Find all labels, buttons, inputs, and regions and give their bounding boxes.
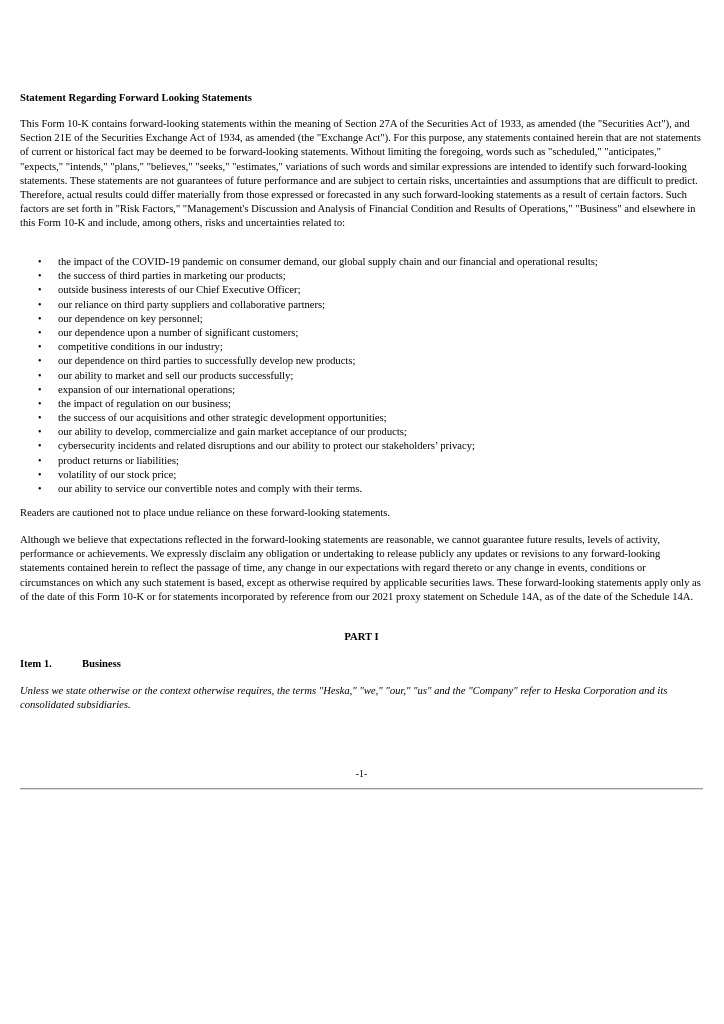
item-number: Item 1. — [20, 659, 52, 670]
intro-paragraph: This Form 10-K contains forward-looking statements within the meaning of Section 27A of the Securities Act of 1933, as amended (the "Securities Act"), and Section 21E of the Securities Exchange Act of 1934, as amended (the "Exchange Act"). For this purpose, any statements contained herein that are not statements of current or historical fact may be deemed to be forward-looking statements. Without limiting the foregoing, words such as "scheduled," "anticipates," "expects," "intends," "plans," "believes," "seeks," "estimates," variations of such words and similar expressions are intended to identify such forward-looking statements. These statements are not guarantees of future performance and are subject to certain risks, uncertainties and assumptions that are difficult to predict. Therefore, actual results could differ materially from those expressed or forecasted in any such forward-looking statements as a result of certain factors. Such factors are set forth in "Risk Factors," "Management's Discussion and Analysis of Financial Condition and Results of Operations," "Business" and elsewhere in this Form 10-K and include, among others, risks and uncertainties related to: — [20, 119, 701, 230]
bullet-icon: • — [38, 413, 42, 425]
bullet-icon: • — [38, 327, 42, 339]
list-item: • our dependence upon a number of significant customers; — [20, 327, 703, 341]
item-title: Business — [82, 659, 121, 670]
list-item: • the impact of regulation on our business; — [20, 398, 703, 412]
bullet-icon: • — [38, 455, 42, 467]
bullet-icon: • — [38, 398, 42, 410]
list-item: • expansion of our international operations; — [20, 384, 703, 398]
list-item: • cybersecurity incidents and related disruptions and our ability to protect our stakeholders’ privacy; — [20, 440, 703, 454]
bullet-icon: • — [38, 484, 42, 495]
list-item: • our dependence on key personnel; — [20, 313, 703, 327]
bullet-icon: • — [38, 299, 42, 311]
list-item: • the success of third parties in marketing our products; — [20, 270, 703, 284]
bullet-icon: • — [38, 342, 42, 354]
list-item: • our ability to develop, commercialize and gain market acceptance of our products; — [20, 426, 703, 440]
bullet-icon: • — [38, 356, 42, 368]
bullet-icon: • — [38, 257, 42, 268]
item-heading — [20, 658, 121, 672]
page-divider — [20, 788, 703, 790]
list-item: • our reliance on third party suppliers and collaborative partners; — [20, 299, 703, 313]
bullet-icon: • — [38, 271, 42, 283]
caution-paragraph: Readers are cautioned not to place undue reliance on these forward-looking statements. — [20, 508, 391, 519]
bullet-icon: • — [38, 469, 42, 481]
page-number: -1- — [355, 769, 368, 780]
list-item: • volatility of our stock price; — [20, 469, 703, 483]
disclaimer-paragraph: Although we believe that expectations reflected in the forward-looking statements are reasonable, we cannot guarantee future results, levels of activity, performance or achievements. We expressly disclaim any obligation or undertaking to release publicly any updates or revisions to any forward-looking statements contained herein to reflect the passage of time, any change in our expectations with regard thereto or any change in events, conditions or circumstances on which any such statement is based, except as otherwise required by applicable securities laws. These forward-looking statements apply only as of the date of this Form 10-K or for statements incorporated by reference from our 2021 proxy statement on Schedule 14A, as of the date of the Schedule 14A. — [20, 535, 701, 603]
list-item: • competitive conditions in our industry; — [20, 341, 703, 355]
bullet-icon: • — [38, 384, 42, 396]
list-item: • our ability to service our convertible notes and comply with their terms. — [20, 483, 703, 497]
definition-paragraph: Unless we state otherwise or the context otherwise requires, the terms "Heska," "we," "our," "us" and the "Company" refer to Heska Corporation and its consolidated subsidiaries. — [20, 686, 668, 712]
bullet-icon: • — [38, 313, 42, 325]
bullet-icon: • — [38, 370, 42, 382]
bullet-icon: • — [38, 441, 42, 453]
list-item: • the success of our acquisitions and other strategic development opportunities; — [20, 412, 703, 426]
bullet-icon: • — [38, 427, 42, 439]
list-item: • our ability to market and sell our products successfully; — [20, 370, 703, 384]
bullet-icon: • — [38, 285, 42, 297]
list-item: • our dependence on third parties to successfully develop new products; — [20, 355, 703, 369]
list-item: • outside business interests of our Chief Executive Officer; — [20, 284, 703, 298]
list-item: • the impact of the COVID-19 pandemic on consumer demand, our global supply chain and our financial and operational results; — [20, 256, 703, 270]
part-heading: PART I — [344, 632, 379, 643]
section-heading: Statement Regarding Forward Looking Statements — [20, 93, 252, 104]
risk-factor-list — [20, 256, 703, 497]
list-item: • product returns or liabilities; — [20, 455, 703, 469]
